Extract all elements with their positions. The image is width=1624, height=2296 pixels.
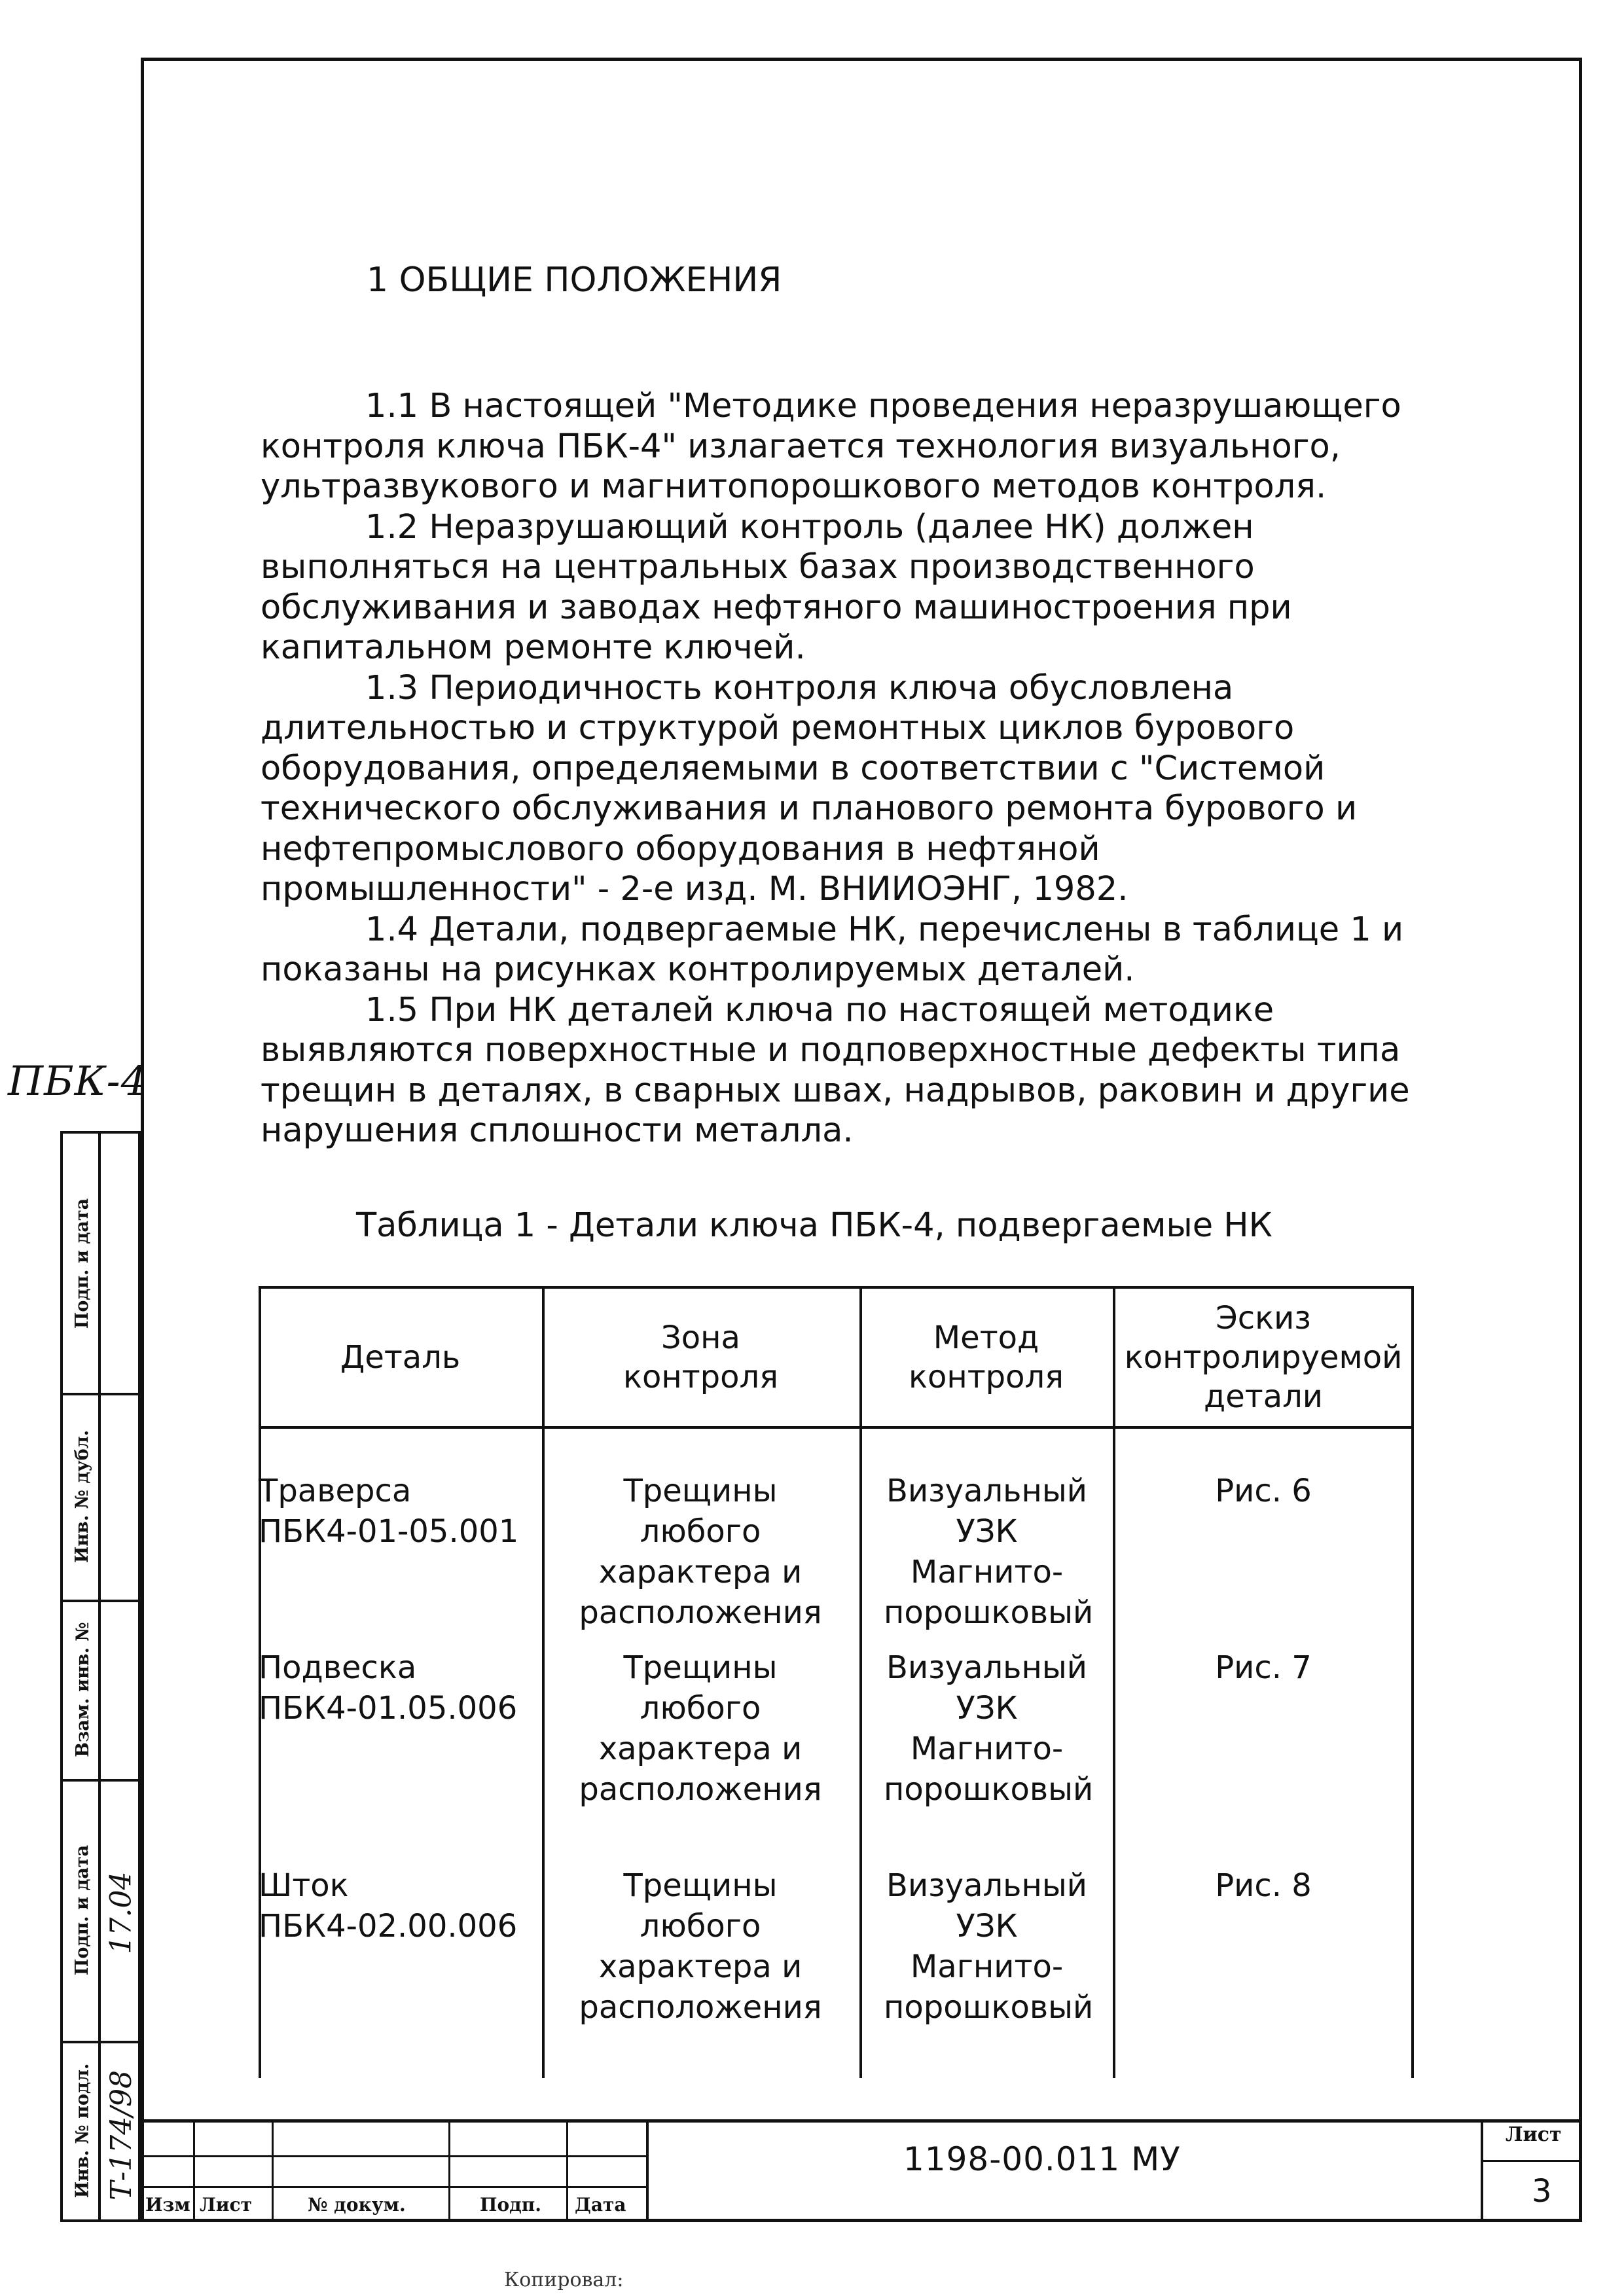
title-block-top <box>141 2119 1582 2123</box>
paragraph-1-2: 1.2 Неразрушающий контроль (далее НК) должен выполняться на центральных базах производственного обслуживания и заводах нефтяного машиностроения при капитальном ремонте ключей. <box>261 507 1292 667</box>
sheet-label: Лист <box>1506 2123 1562 2146</box>
body-text <box>261 386 1432 1151</box>
label-sheet: Лист <box>200 2194 252 2215</box>
control-zone: Трещины любого характера и расположения <box>579 1867 822 2026</box>
label-change: Изм <box>145 2194 190 2215</box>
registration-strip <box>60 1131 141 2222</box>
header-part: Деталь <box>340 1339 461 1376</box>
table-header <box>259 1286 1414 1429</box>
title-block-col-line <box>1481 2119 1483 2222</box>
section-heading: 1 ОБЩИЕ ПОЛОЖЕНИЯ <box>367 260 782 300</box>
control-method: Визуальный УЗК Магнито-порошковый <box>884 1649 1094 1808</box>
label-date: Дата <box>575 2194 626 2215</box>
header-sketch: Эскиз контролируемой детали <box>1124 1300 1403 1415</box>
title-block-row-line <box>141 2155 646 2157</box>
part-name: Шток ПБК4-02.00.006 <box>259 1867 518 1945</box>
document-number: 1198-00.011 МУ <box>903 2140 1181 2178</box>
paragraph-1-1: 1.1 В настоящей "Методике проведения неразрушающего контроля ключа ПБК-4" излагается технология визуального, ультразвукового и магнитопорошкового методов контроля. <box>261 387 1401 506</box>
control-method: Визуальный УЗК Магнито-порошковый <box>884 1867 1094 2026</box>
label-doc-number: № докум. <box>308 2194 406 2215</box>
header-method: Метод контроля <box>908 1319 1064 1395</box>
title-block-row-line <box>1481 2160 1582 2162</box>
title-block-col-line <box>193 2119 195 2222</box>
part-name: Траверса ПБК4-01-05.001 <box>259 1473 519 1550</box>
title-block-col-line <box>646 2119 649 2222</box>
header-zone: Зона контроля <box>623 1319 779 1395</box>
strip-label-replace-inv: Взам. инв. № <box>72 1621 93 1757</box>
paragraph-1-4: 1.4 Детали, подвергаемые НК, перечислены в таблице 1 и показаны на рисунках контролируемых деталей. <box>261 910 1404 989</box>
strip-label-sign-date-1: Подп. и дата <box>72 1198 93 1329</box>
paragraph-1-5: 1.5 При НК деталей ключа по настоящей методике выявляются поверхностные и подповерхностные дефекты типа трещин в деталях, в сварных швах, надрывов, раковин и другие нарушения сплошности металла. <box>261 990 1410 1150</box>
label-signature: Подп. <box>480 2194 542 2215</box>
control-zone: Трещины любого характера и расположения <box>579 1473 822 1631</box>
handwritten-date: 17.04 <box>104 1871 138 1954</box>
parts-table <box>259 1286 1414 2026</box>
copied-by-label: Копировал: <box>504 2269 624 2291</box>
part-name: Подвеска ПБК4-01.05.006 <box>259 1649 518 1727</box>
table-caption: Таблица 1 - Детали ключа ПБК-4, подвергаемые НК <box>356 1206 1272 1245</box>
strip-label-dup-inv: Инв. № дубл. <box>72 1429 93 1563</box>
control-zone: Трещины любого характера и расположения <box>579 1649 822 1808</box>
strip-label-orig-inv: Инв. № подл. <box>72 2063 93 2198</box>
paragraph-1-3: 1.3 Периодичность контроля ключа обусловлена длительностью и структурой ремонтных циклов бурового оборудования, определяемыми в соответствии с "Системой технического обслуживания и планового ремонта бурового и нефтепромыслового оборудования в нефтяной промышленности" - 2-е изд. М. ВНИИОЭНГ, 1982. <box>261 668 1358 908</box>
title-block-row-line <box>141 2186 646 2188</box>
title-block-col-line <box>448 2119 450 2222</box>
strip-label-sign-date-2: Подп. и дата <box>72 1844 93 1975</box>
strip-divider <box>98 1134 101 2219</box>
handwritten-inv-number: Т-174/98 <box>104 2070 138 2200</box>
title-block-col-line <box>272 2119 274 2222</box>
margin-note: ПБК-4 <box>8 1057 148 1105</box>
sketch-ref: Рис. 6 <box>1215 1473 1312 1509</box>
title-block-col-line <box>566 2119 568 2222</box>
control-method: Визуальный УЗК Магнито-порошковый <box>884 1473 1094 1631</box>
sheet-number: 3 <box>1532 2173 1552 2210</box>
sketch-ref: Рис. 7 <box>1215 1649 1312 1686</box>
sketch-ref: Рис. 8 <box>1215 1867 1312 1904</box>
